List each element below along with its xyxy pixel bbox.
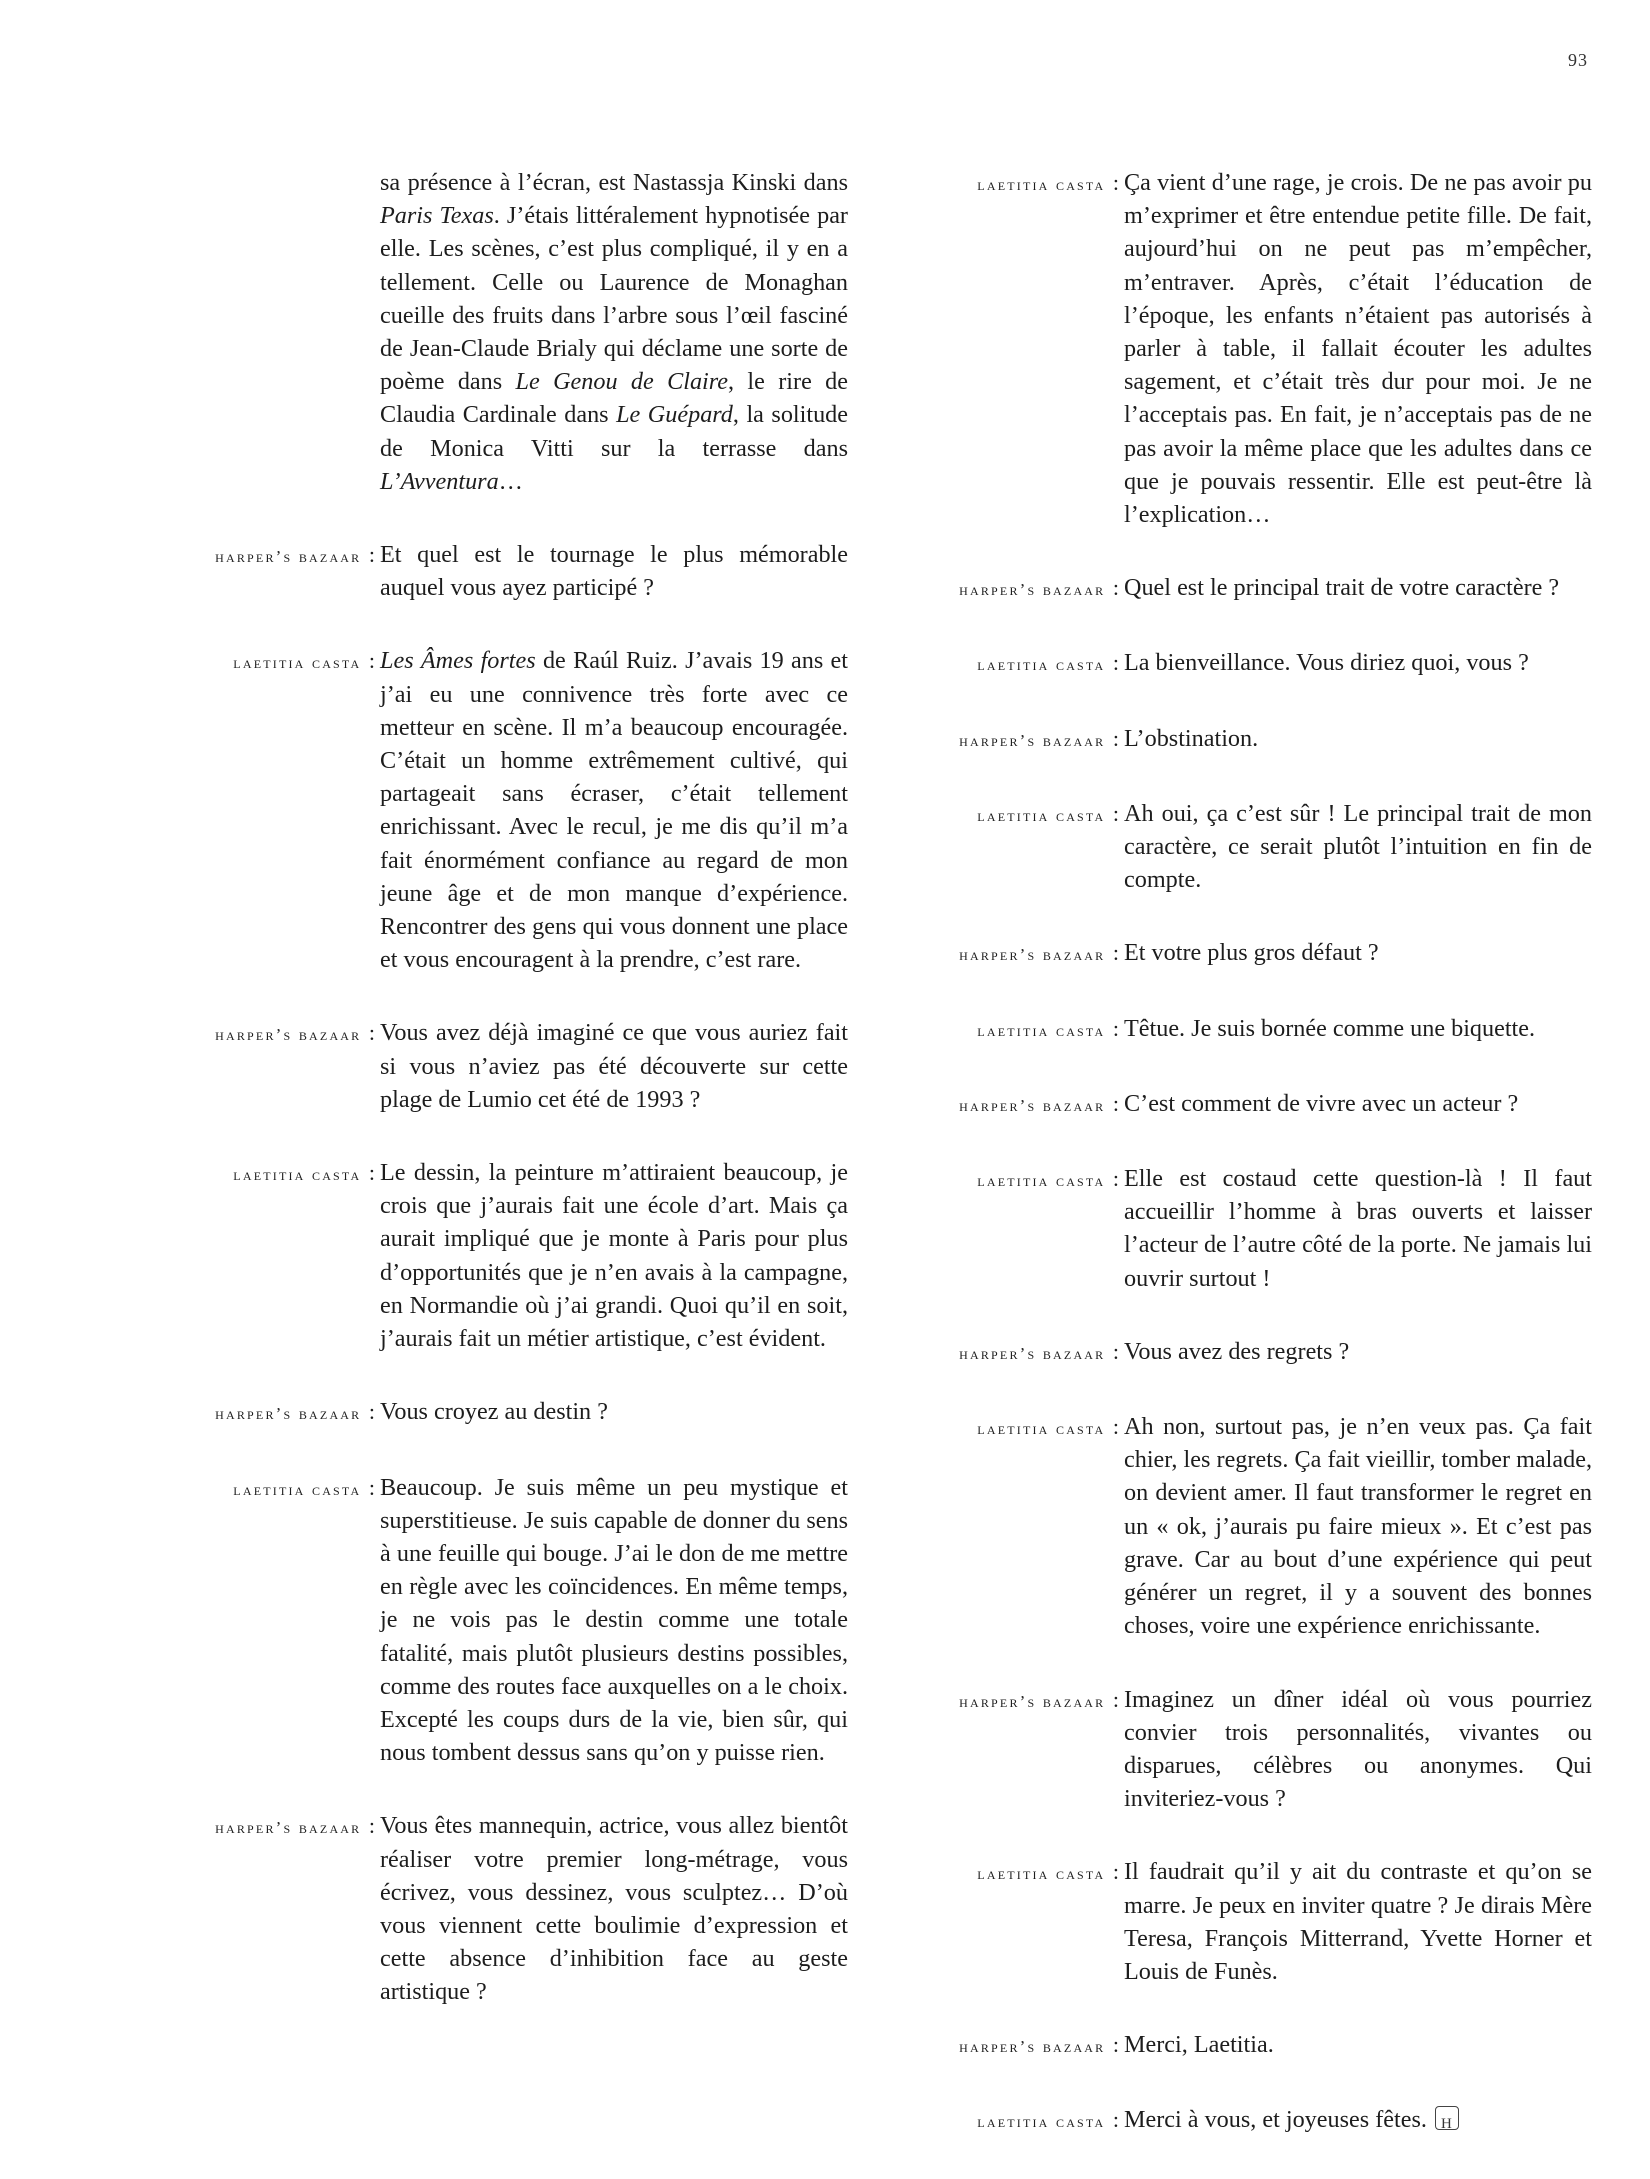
dialogue-block (884, 1335, 1592, 1370)
speaker-name: harper’s bazaar (215, 1404, 362, 1424)
speaker-label: laetitia casta : (233, 648, 375, 674)
speaker-label: laetitia casta : (977, 2107, 1119, 2133)
dialogue-block (140, 538, 848, 604)
speaker-label: harper’s bazaar : (959, 575, 1119, 601)
dialogue-text: La bienveillance. Vous diriez quoi, vous ? (1124, 649, 1529, 677)
dialogue-text: Merci à vous, et joyeuses fêtes.H (1124, 2103, 1592, 2138)
dialogue-block (884, 2103, 1592, 2138)
speaker-name: laetitia casta (977, 1864, 1106, 1884)
speaker-name: harper’s bazaar (959, 945, 1106, 965)
speaker-name: harper’s bazaar (959, 1343, 1106, 1363)
speaker-name: harper’s bazaar (215, 1025, 362, 1045)
dialogue-text: sa présence à l’écran, est Nastassja Kinski dans Paris Texas. J’étais littéralement hypnotisée par elle. Les scènes, c’est plus compliqué, il y en a tellement. Celle ou Laurence de Monaghan cueille des fruits dans l’arbre sous l’œil fasciné de Jean-Claude Brialy qui déclame une sorte de poème dans Le Genou de Claire, le rire de Claudia Cardinale dans Le Guépard, la solitude de Monica Vitti sur la terrasse dans L’Avventura… (380, 169, 849, 495)
dialogue-text: Elle est costaud cette question-là ! Il faut accueillir l’homme à bras ouverts et laisser l’acteur de l’autre côté de la porte. Ne jamais lui ouvrir surtout ! (1124, 1165, 1592, 1292)
speaker-label: harper’s bazaar : (959, 940, 1119, 966)
dialogue-text: Beaucoup. Je suis même un peu mystique et superstitieuse. Je suis capable de donner du sens à une feuille qui bouge. J’ai le don de me mettre en règle avec les coïncidences. En même temps, je ne vois pas le destin comme une totale fatalité, mais plutôt plusieurs destins possibles, comme des routes face auxquelles on a le choix. Excepté les coups durs de la vie, bien sûr, qui nous tombent dessus sans qu’on y puisse rien. (380, 1473, 848, 1767)
dialogue-block (884, 722, 1592, 757)
speaker-label: harper’s bazaar : (959, 725, 1119, 751)
dialogue-block (884, 1162, 1592, 1295)
speaker-name: laetitia casta (977, 1171, 1106, 1191)
dialogue-block (140, 644, 848, 976)
dialogue-text: Quel est le principal trait de votre caractère ? (1124, 574, 1560, 602)
speaker-name: laetitia casta (977, 805, 1106, 825)
dialogue-text: C’est comment de vivre avec un acteur ? (1124, 1089, 1519, 1117)
speaker-label: laetitia casta : (977, 1414, 1119, 1440)
dialogue-block (884, 797, 1592, 897)
speaker-name: laetitia casta (977, 655, 1106, 675)
dialogue-text: Et quel est le tournage le plus mémorable auquel vous ayez participé ? (380, 541, 848, 602)
dialogue-block (884, 646, 1592, 681)
speaker-name: laetitia casta (977, 1419, 1106, 1439)
dialogue-block (884, 1683, 1592, 1816)
speaker-name: laetitia casta (233, 1165, 362, 1185)
dialogue-text: Il faudrait qu’il y ait du contraste et qu’on se marre. Je peux en inviter quatre ? Je dirais Mère Teresa, François Mitterrand, Yvette Horner et Louis de Funès. (1124, 1858, 1592, 1985)
speaker-label: harper’s bazaar : (959, 1338, 1119, 1364)
dialogue-text: Vous avez déjà imaginé ce que vous auriez fait si vous n’aviez pas été découverte sur cette plage de Lumio cet été de 1993 ? (380, 1019, 848, 1113)
speaker-name: harper’s bazaar (215, 1818, 362, 1838)
dialogue-text: Les Âmes fortes de Raúl Ruiz. J’avais 19 ans et j’ai eu une connivence très forte avec ce metteur en scène. Il m’a beaucoup encouragée. C’était un homme extrêmement cultivé, qui partageait sans écraser, c’était tellement enrichissant. Avec le recul, je me dis qu’il m’a fait énormément confiance au regard de mon jeune âge et de mon manque d’expérience. Rencontrer des gens qui vous donnent une place et vous encouragent à la prendre, c’est rare. (380, 647, 848, 974)
right-column (884, 166, 1592, 2179)
dialogue-block (884, 1855, 1592, 1988)
left-column (140, 166, 848, 2049)
speaker-name: laetitia casta (977, 175, 1106, 194)
dialogue-text: Imaginez un dîner idéal où vous pourriez convier trois personnalités, vivantes ou disparues, célèbres ou anonymes. Qui inviteriez-vous ? (1124, 1685, 1592, 1813)
dialogue-block (140, 166, 848, 498)
dialogue-block (884, 166, 1592, 531)
dialogue-text: Têtue. Je suis bornée comme une biquette. (1124, 1014, 1536, 1042)
speaker-name: harper’s bazaar (959, 730, 1106, 750)
speaker-name: laetitia casta (977, 2112, 1106, 2132)
dialogue-text: Vous êtes mannequin, actrice, vous allez bientôt réaliser votre premier long-métrage, vous écrivez, vous dessinez, vous sculptez… D’où vous viennent cette boulimie d’expression et cette absence d’inhibition face au geste artistique ? (380, 1812, 848, 2006)
speaker-label: harper’s bazaar : (215, 1813, 375, 1839)
speaker-label: harper’s bazaar : (959, 2032, 1119, 2058)
page-number: 93 (1568, 50, 1588, 70)
speaker-label: laetitia casta : (977, 1015, 1119, 1041)
speaker-label: laetitia casta : (977, 1859, 1119, 1885)
speaker-name: harper’s bazaar (959, 2037, 1106, 2057)
speaker-name: laetitia casta (233, 1479, 362, 1499)
speaker-label: laetitia casta : (977, 800, 1119, 826)
dialogue-text: Ça vient d’une rage, je crois. De ne pas avoir pu m’exprimer et être entendue petite fille. De fait, aujourd’hui on ne peut pas m’empêcher, m’entraver. Après, c’était l’éducation de l’époque, les enfants n’étaient pas autorisés à parler à table, il fallait écouter les adultes sagement, et c’était très dur pour moi. Je ne l’acceptais pas. En fait, je n’acceptais pas de ne pas avoir la même place que les adultes dans ce que je pouvais ressentir. Elle est peut-être là l’explication… (1124, 169, 1592, 529)
dialogue-block (884, 1410, 1592, 1642)
speaker-name: laetitia casta (233, 653, 362, 673)
dialogue-text: Vous croyez au destin ? (380, 1398, 608, 1426)
speaker-label: harper’s bazaar : (215, 542, 375, 568)
speaker-name: harper’s bazaar (215, 547, 362, 567)
dialogue-text: Vous avez des regrets ? (1124, 1337, 1350, 1365)
dialogue-block (140, 1016, 848, 1116)
dialogue-text: Ah oui, ça c’est sûr ! Le principal trait de mon caractère, ce serait plutôt l’intuition en fin de compte. (1124, 799, 1592, 894)
dialogue-block (884, 2028, 1592, 2063)
dialogue-block (884, 1012, 1592, 1047)
speaker-label: laetitia casta : (233, 1160, 375, 1186)
dialogue-block (140, 1395, 848, 1430)
dialogue-text: Le dessin, la peinture m’attiraient beaucoup, je crois que j’aurais fait une école d’art. Mais ça aurait impliqué que je monte à Paris pour plus d’opportunités que je n’en avais à la campagne, en Normandie où j’ai grandi. Quoi qu’il en soit, j’aurais fait un métier artistique, c’est évident. (380, 1159, 848, 1353)
speaker-label: harper’s bazaar : (959, 1686, 1119, 1712)
speaker-label: harper’s bazaar : (959, 1090, 1119, 1116)
speaker-name: harper’s bazaar (959, 580, 1106, 600)
dialogue-text: Et votre plus gros défaut ? (1124, 939, 1379, 967)
speaker-label: laetitia casta : (977, 170, 1119, 195)
speaker-name: harper’s bazaar (959, 1095, 1106, 1115)
speaker-label: laetitia casta : (977, 1166, 1119, 1192)
dialogue-block (884, 571, 1592, 606)
dialogue-block (140, 1809, 848, 2008)
speaker-name: laetitia casta (977, 1020, 1106, 1040)
dialogue-block (140, 1471, 848, 1770)
dialogue-text: L’obstination. (1124, 724, 1259, 752)
speaker-label: harper’s bazaar : (215, 1399, 375, 1425)
dialogue-text: Merci, Laetitia. (1124, 2031, 1274, 2059)
speaker-label: laetitia casta : (977, 650, 1119, 676)
dialogue-block (884, 936, 1592, 971)
dialogue-text: Ah non, surtout pas, je n’en veux pas. Ça fait chier, les regrets. Ça fait vieillir, tomber malade, on devient amer. Il faut transformer le regret en un « ok, j’aurais pu faire mieux ». Et c’est pas grave. Car au bout d’une expérience qui peut générer un regret, il y a souvent des bonnes choses, voire une expérience enrichissante. (1124, 1413, 1592, 1640)
speaker-label: laetitia casta : (233, 1474, 375, 1500)
speaker-name: harper’s bazaar (959, 1691, 1106, 1711)
speaker-label: harper’s bazaar : (215, 1020, 375, 1046)
dialogue-block (884, 1087, 1592, 1122)
dialogue-block (140, 1156, 848, 1355)
end-of-article-logo-icon (1435, 2106, 1459, 2130)
